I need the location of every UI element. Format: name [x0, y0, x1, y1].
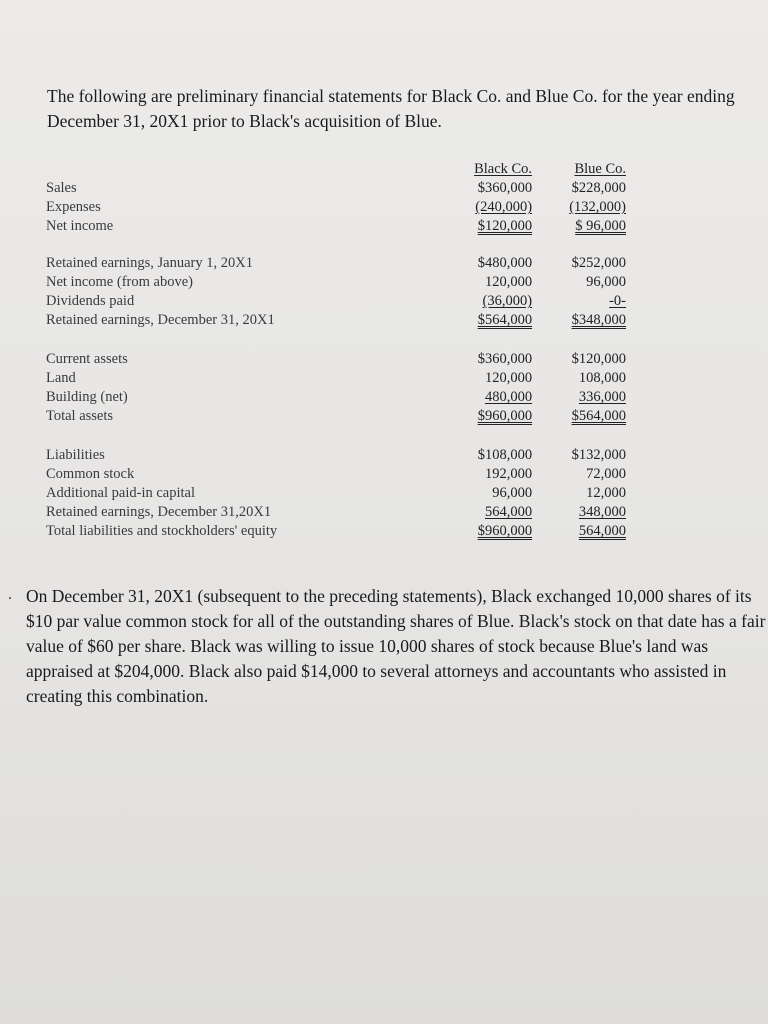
table-row-expenses: [46, 198, 626, 217]
table-row-current-assets: [46, 350, 626, 369]
row-label: Liabilities: [46, 447, 105, 463]
black-value: $120,000: [477, 218, 533, 234]
blue-value: $228,000: [571, 180, 626, 196]
spacer-row: [46, 330, 626, 350]
table-row-sales: [46, 179, 626, 198]
header-black-co: Black Co.: [474, 161, 533, 177]
row-label: Common stock: [46, 466, 135, 482]
black-value: $360,000: [477, 180, 533, 196]
table-row-total-assets: [46, 407, 626, 426]
black-value: (240,000): [475, 199, 533, 215]
blue-value: 336,000: [578, 389, 626, 405]
table-row-liabilities: [46, 446, 626, 465]
blue-value: 12,000: [586, 485, 626, 501]
black-value: $960,000: [477, 523, 533, 539]
row-label: Net income (from above): [46, 274, 193, 290]
blue-value: $348,000: [571, 312, 626, 328]
spacer-row: [46, 426, 626, 446]
blue-value: $252,000: [571, 255, 626, 271]
black-value: 120,000: [484, 274, 533, 290]
closing-paragraph: On December 31, 20X1 (subsequent to the preceding statements), Black exchanged 10,000 shares of its $10 par value common stock for all of the outstanding shares of Blue. Black's stock on that date has a fair value of $60 per share. Black was willing to issue 10,000 shares of stock because Blue's land was appraised at $204,000. Black also paid $14,000 to several attorneys and accountants who assisted in creating this combination.: [26, 586, 766, 706]
table-row-total-liabilities-equity: [46, 522, 626, 541]
black-value: 564,000: [484, 504, 533, 520]
intro-paragraph: The following are preliminary financial statements for Black Co. and Blue Co. for the year ending December 31, 20X1 prior to Black's acquisition of Blue.: [47, 86, 735, 131]
row-label: Dividends paid: [46, 293, 135, 309]
black-value: 120,000: [484, 370, 533, 386]
black-value: $108,000: [477, 447, 533, 463]
table-row-re-dec-equity: [46, 503, 626, 522]
margin-dot: .: [8, 586, 12, 603]
header-blue-co: Blue Co.: [574, 161, 626, 177]
table-row-common-stock: [46, 465, 626, 484]
financial-statements-table: [46, 160, 626, 541]
spacer-row: [46, 236, 626, 254]
black-value: $360,000: [477, 351, 533, 367]
table-row-re-jan: [46, 254, 626, 273]
column-header-row: [46, 160, 626, 179]
blue-value: 72,000: [586, 466, 626, 482]
table-row-net-income: [46, 217, 626, 236]
row-label: Additional paid-in capital: [46, 485, 195, 501]
table-row-net-income-from-above: [46, 273, 626, 292]
row-label: Retained earnings, January 1, 20X1: [46, 255, 253, 271]
table-row-building: [46, 388, 626, 407]
table-row-re-dec: [46, 311, 626, 330]
row-label: Sales: [46, 180, 77, 196]
row-label: Retained earnings, December 31, 20X1: [46, 312, 275, 328]
table-row-dividends: [46, 292, 626, 311]
blue-value: $132,000: [571, 447, 626, 463]
black-value: $564,000: [477, 312, 533, 328]
row-label: Total assets: [46, 408, 114, 424]
blue-value: $564,000: [571, 408, 626, 424]
black-value: 480,000: [484, 389, 533, 405]
table-row-land: [46, 369, 626, 388]
black-value: 96,000: [492, 485, 533, 501]
black-value: 192,000: [484, 466, 533, 482]
row-label: Expenses: [46, 199, 101, 215]
blue-value: 108,000: [578, 370, 626, 386]
blue-value: 348,000: [578, 504, 626, 520]
table-row-apic: [46, 484, 626, 503]
black-value: (36,000): [482, 293, 533, 309]
blue-value: 564,000: [578, 523, 626, 539]
blue-value: $ 96,000: [575, 218, 626, 234]
row-label: Building (net): [46, 389, 128, 405]
black-value: $480,000: [477, 255, 533, 271]
black-value: $960,000: [477, 408, 533, 424]
blue-value: $120,000: [571, 351, 626, 367]
blue-value: 96,000: [586, 274, 626, 290]
blue-value: -0-: [609, 293, 626, 309]
row-label: Current assets: [46, 351, 128, 367]
row-label: Total liabilities and stockholders' equity: [46, 523, 278, 539]
row-label: Net income: [46, 218, 114, 234]
row-label: Retained earnings, December 31,20X1: [46, 504, 272, 520]
row-label: Land: [46, 370, 76, 386]
blue-value: (132,000): [569, 199, 626, 215]
